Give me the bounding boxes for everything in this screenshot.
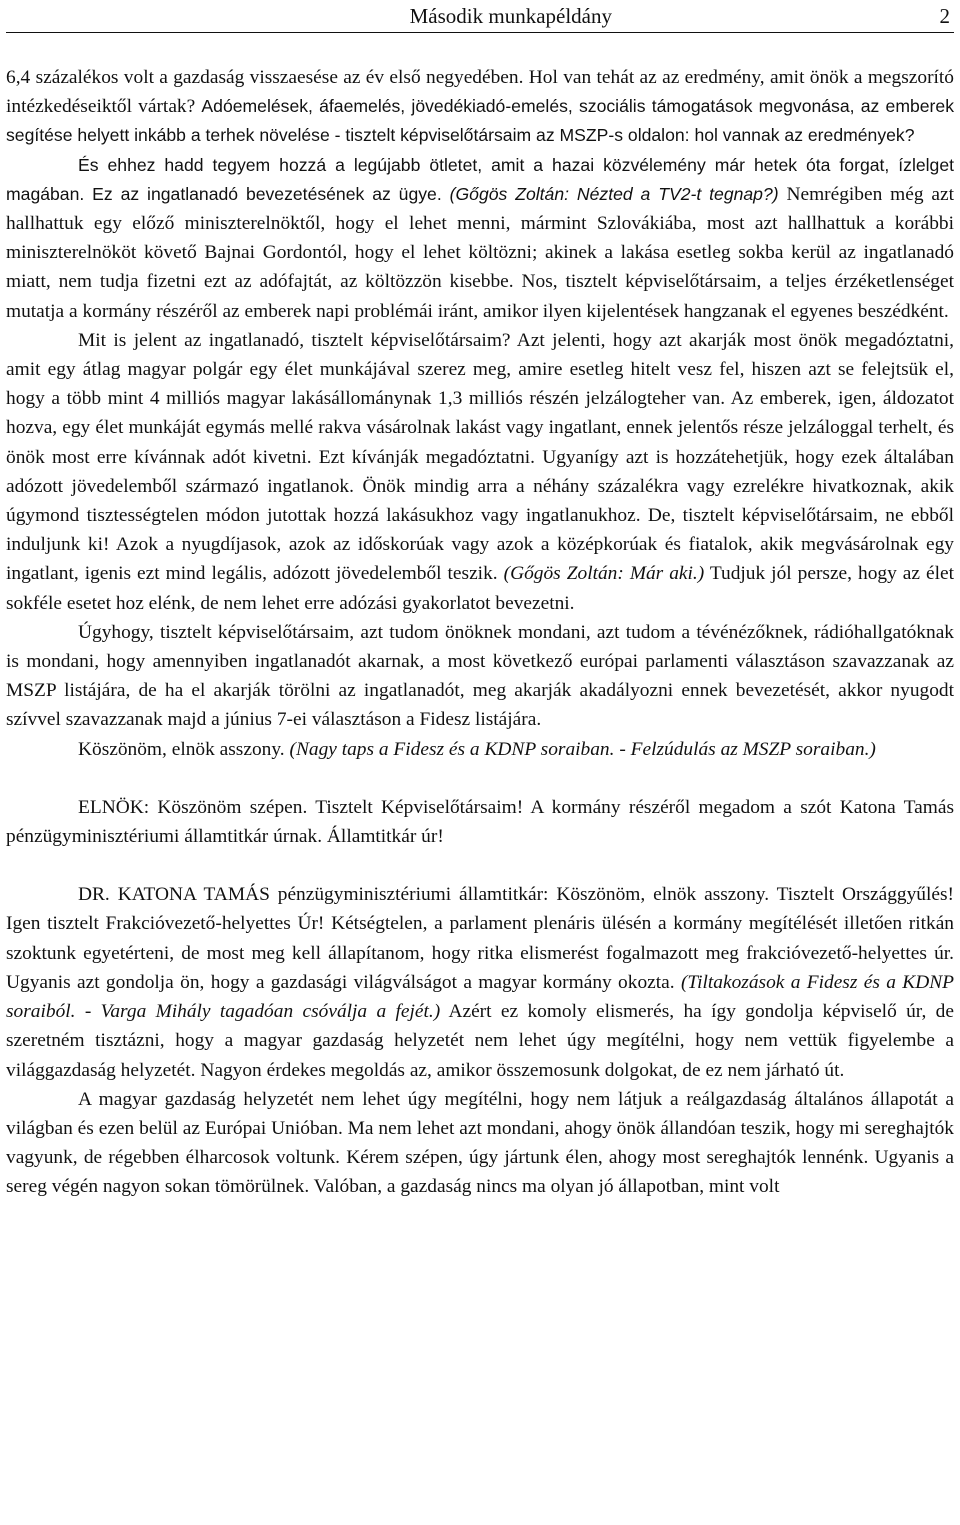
reaction-applause: (Nagy taps a Fidesz és a KDNP soraiban. - Felzúdulás az MSZP soraiban.) xyxy=(289,738,876,760)
paragraph-5 xyxy=(6,735,954,764)
header-title: Második munkapéldány xyxy=(409,4,612,28)
document-body xyxy=(6,63,954,1202)
paragraph-1-sans-part: Adóemelések, áfaemelés, jövedékiadó-emelés, szociális támogatások megvonása, az emberek segítése helyett inkább a terhek növelése - tisztelt képviselőtársaim az MSZP-s oldalon: hol vannak az eredmények? xyxy=(6,96,955,146)
paragraph-4: Úgyhogy, tisztelt képviselőtársaim, azt tudom önöknek mondani, azt tudom a tévénézőknek, rádióhallgatóknak is mondani, hogy amennyiben ingatlanadót akarnak, a most következő európai parlamenti választáson szavazzanak az MSZP listájára, de ha el akarják törölni az ingatlanadót, meg akarják akadályozni ennek bevezetését, akkor nyugodt szívvel szavazzanak majd a június 7-ei választáson a Fidesz listájára. xyxy=(6,621,954,731)
interjection-gogos-2: (Gőgös Zoltán: Már aki.) xyxy=(503,563,705,585)
paragraph-katona-part-c: Azért ez komoly elismerés, ha így gondolja képviselő úr, de szeretném tisztázni, hogy a magyar gazdaság helyzetét nem lehet úgy megítélni, hogy nem vettük figyelembe a világgazdaság helyzetét. Nagyon érdekes megoldás az, amikor összemosunk dolgokat, de ez nem járható út. xyxy=(6,1001,954,1081)
paragraph-3 xyxy=(6,326,954,618)
paragraph-5-thanks: Köszönöm, elnök asszony. xyxy=(78,738,290,760)
page-header xyxy=(6,0,954,33)
page-number: 2 xyxy=(939,4,950,28)
paragraph-elnok: ELNÖK: Köszönöm szépen. Tisztelt Képviselőtársaim! A kormány részéről megadom a szót Katona Tamás pénzügyminisztériumi államtitkár úrnak. Államtitkár úr! xyxy=(6,796,954,848)
reaction-protest: (Tiltakozások a Fidesz és a KDNP soraiból. - Varga Mihály tagadóan csóválja a fejét.) xyxy=(6,971,954,1023)
paragraph-2 xyxy=(6,151,954,326)
paragraph-katona-part-a: DR. KATONA TAMÁS pénzügyminisztériumi államtitkár: Köszönöm, elnök asszony. Tisztelt Országgyűlés! Igen tisztelt Frakcióvezető-helyettes Úr! Kétségtelen, a parlament plenáris ülésén a kormány megítélését illetően ritkán szoktunk egyetérteni, de most meg kell állapítanom, hogy ritka elismerést fogalmazott meg frakcióvezető-helyettes úr. Ugyanis azt gondolja ön, hogy a gazdasági világválságot a magyar kormány okozta. xyxy=(6,884,954,993)
spacer xyxy=(6,851,954,880)
paragraph-last: A magyar gazdaság helyzetét nem lehet úgy megítélni, hogy nem látjuk a reálgazdaság általános állapotát a világban és ezen belül az Európai Unióban. Ma nem lehet azt mondani, ahogy önök állandóan teszik, hogy mi sereghajtók vagyunk, de régebben élharcosok voltunk. Kérem szépen, úgy jártunk élen, ahogy most sereghajtók lennénk. Ugyanis a sereg végén nagyon sokan tömörülnek. Valóban, a gazdaság nincs ma olyan jó állapotban, mint volt xyxy=(6,1088,954,1198)
interjection-gogos-1: (Gőgös Zoltán: Nézted a TV2-t tegnap?) xyxy=(449,183,779,204)
paragraph-1 xyxy=(6,63,954,151)
paragraph-2-sans-part: És ehhez hadd tegyem hozzá a legújabb ötletet, amit a hazai közvélemény már hetek óta forgat, ízlelget magában. Ez az ingatlanadó bevezetésének az ügye. xyxy=(6,154,954,204)
spacer xyxy=(6,764,954,793)
paragraph-3-part-a: Mit is jelent az ingatlanadó, tisztelt képviselőtársaim? Azt jelenti, hogy azt akarják most önök megadóztatni, amit egy átlag magyar polgár egy élet munkájával szerez meg, amire esetleg hitelt vesz fel, hiszen azt se felejtsük el, hogy a több mint 4 milliós magyar lakásállománynak 1,3 milliós részén jelzálogteher van. Az emberek, igen, áldozatot hozva, egy élet munkáját egymás mellé rakva vásárolnak lakást vagy ingatlant, ennek jelentős része jelzáloggal terhelt, és önök most erre kívánnak adót kivetni. Ezt kívánják megadóztatni. Ugyanígy azt is hozzátehetjük, hogy ezek általában adózott jövedelemből származó ingatlanok. Önök mindig arra a néhány százalékra vagy ezrelékre hivatkoznak, akik úgymond tisztességtelen módon jutottak hozzá lakásukhoz vagy ingatlanukhoz. De, tisztelt képviselőtársaim, ne ebből induljunk ki! Azok a nyugdíjasok, azok az időskorúak vagy azok a középkorúak és fiatalok, akik megvásárolnak egy ingatlant, igenis ezt mind legális, adózott jövedelemből teszik. xyxy=(6,329,954,585)
paragraph-1-serif-part: 6,4 százalékos volt a gazdaság visszaesése az év első negyedében. Hol van tehát az az eredmény, amit önök a megszorító intézkedéseiktől vártak? xyxy=(6,67,954,118)
paragraph-katona xyxy=(6,880,954,1084)
paragraph-2-serif-part: Nemrégiben még azt hallhattuk egy előző miniszterelnöktől, hogy el lehet menni, mármint Szlovákiába, most azt hallhattuk a korábbi miniszterelnököt követő Bajnai Gordontól, hogy el lehet költözni; akinek a lakása esetleg sokba kerül az ingatlanadó miatt, nem tudja fizetni ezt az adófajtát, az költözzön kisebbe. Nos, tisztelt képviselőtársaim, a teljes érzéketlenséget mutatja a kormány részéről az emberek napi problémái iránt, amikor ilyen kijelentések hangzanak el egyenes beszédként. xyxy=(6,183,955,322)
paragraph-3-part-c: Tudjuk jól persze, hogy az élet sokféle esetet hoz elénk, de nem lehet erre adózási gyakorlatot bevezetni. xyxy=(6,563,954,614)
